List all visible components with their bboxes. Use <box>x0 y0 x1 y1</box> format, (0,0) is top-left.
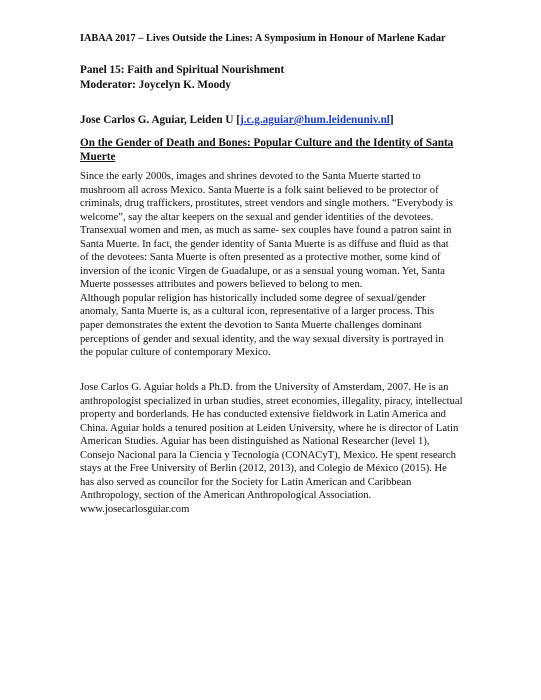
abstract-line: the popular culture of contemporary Mexico. <box>80 347 271 359</box>
bio-line: Jose Carlos G. Aguiar holds a Ph.D. from the University of Amsterdam, 2007. He is an <box>80 382 449 393</box>
abstract-paragraph <box>80 170 475 360</box>
abstract-line: anomaly, Santa Muerte is, as a cultural icon, representative of a larger process. This <box>80 306 434 318</box>
panel-moderator: Moderator: Joycelyn K. Moody <box>80 78 231 91</box>
abstract-line: mushroom all across Mexico. Santa Muerte is a folk saint believed to be protector of <box>80 184 439 196</box>
abstract-line: Transexual women and men, as much as same- sex couples have found a patron saint in <box>80 225 452 237</box>
abstract-line: welcome”, say the altar keepers on the sexual and gender identities of the devotees. <box>80 211 434 223</box>
abstract-line: paper demonstrates the extent the devotion to Santa Muerte challenges dominant <box>80 320 422 332</box>
bio-line: China. Aguiar holds a tenured position at Leiden University, where he is director of Latin <box>80 422 459 434</box>
abstract-line: inversion of the iconic Virgen de Guadalupe, or as a sensual young woman. Yet, Santa <box>80 265 445 277</box>
speaker-email-link[interactable]: j.c.g.aguiar@hum.leidenuniv.nl <box>239 114 390 126</box>
abstract-line: Since the early 2000s, images and shrines devoted to the Santa Muerte started to <box>80 171 421 182</box>
panel-title: Panel 15: Faith and Spiritual Nourishment <box>80 64 285 76</box>
panel-info <box>80 63 284 92</box>
speaker-name: Jose Carlos G. Aguiar, Leiden U [ <box>80 114 240 126</box>
speaker-bracket-close: ] <box>389 114 394 126</box>
talk-title-line: On the Gender of Death and Bones: Popular Culture and the Identity of Santa <box>80 137 454 149</box>
abstract-line: Although popular religion has historically included some degree of sexual/gender <box>80 292 426 304</box>
abstract-line: Muerte possesses attributes and powers believed to belong to men. <box>80 279 363 291</box>
speaker-line <box>80 113 394 127</box>
bio-line: American Studies. Aguiar has been distinguished as National Researcher (level 1), <box>80 436 430 448</box>
bio-line: Anthropology, section of the American Anthropological Association. <box>80 490 372 502</box>
bio-paragraph <box>80 381 475 516</box>
abstract-line: of the devotees: Santa Muerte is often presented as a protective mother, some kind of <box>80 252 441 264</box>
abstract-line: criminals, drug traffickers, prostitutes, street vendors and single mothers. “Everybody is <box>80 198 453 210</box>
website-link[interactable]: www.josecarlosguiar.com <box>80 503 190 515</box>
bio-line: Consejo Nacional para la Ciencia y Tecnología (CONACyT), Mexico. He spent research <box>80 449 456 461</box>
abstract-line: Santa Muerte. In fact, the gender identity of Santa Muerte is as diffuse and fluid as that <box>80 238 449 250</box>
bio-line: property and borderlands. He has conducted extensive fieldwork in Latin America and <box>80 409 446 421</box>
bio-line: stays at the Free University of Berlin (2012, 2013), and Colegio de México (2015). He <box>80 463 447 475</box>
bio-line: anthropologist specialized in urban studies, street economies, illegality, piracy, intellectual <box>80 395 463 407</box>
bio-line: has also served as councilor for the Society for Latin American and Caribbean <box>80 476 412 488</box>
page-header: IABAA 2017 – Lives Outside the Lines: A Symposium in Honour of Marlene Kadar <box>80 33 446 44</box>
abstract-line: perceptions of gender and sexual identity, and the way sexual diversity is portrayed in <box>80 333 444 345</box>
talk-title <box>80 136 460 164</box>
talk-title-line: Muerte <box>80 151 116 163</box>
